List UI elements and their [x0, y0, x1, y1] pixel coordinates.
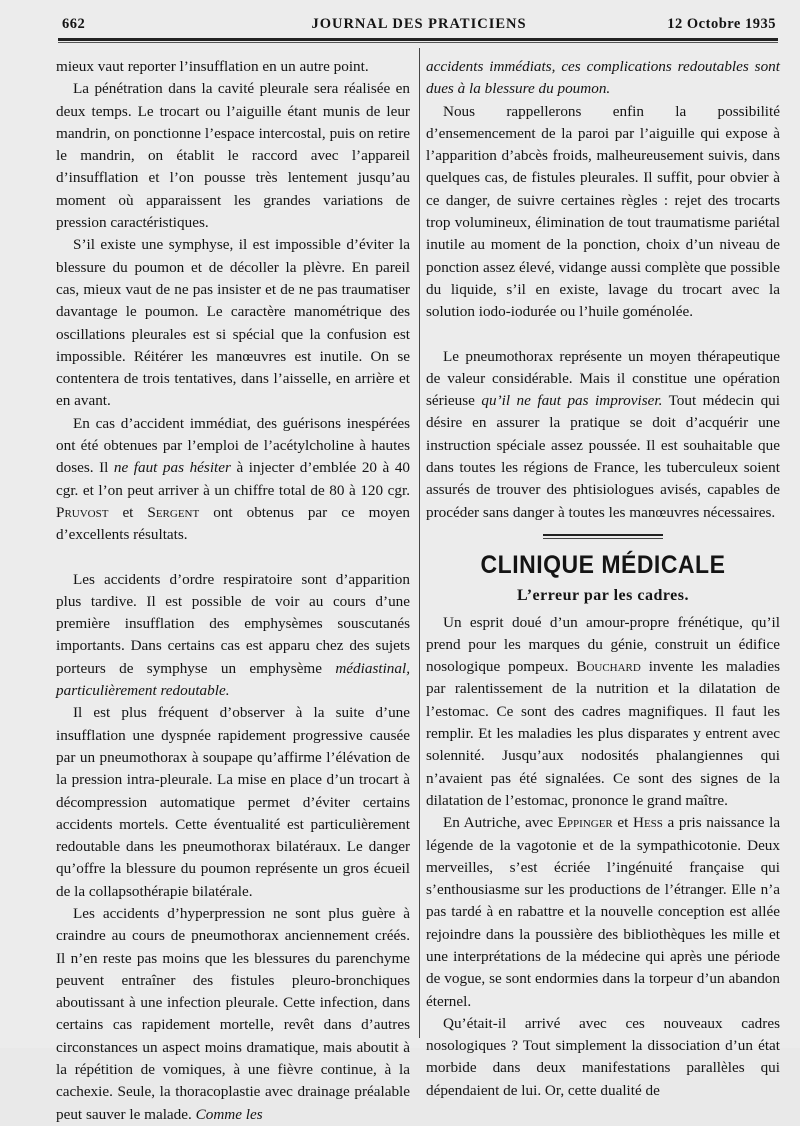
text-run: ont obtenus par ce moyen d’excellents résultats.: [56, 503, 411, 544]
text-run: à injecter d’emblée 20 à 40 cgr. et l’on peut arriver à un chiffre total de 80 à 120 cgr.: [56, 459, 411, 499]
author-name: Sergent: [147, 503, 200, 521]
paragraph-gap: [426, 324, 780, 346]
paragraph: [426, 812, 780, 1013]
text-run: Les accidents d’ordre respiratoire sont d’apparition plus tardive. Il est possible de voir au cours d’une première insufflation des emphysèmes souscutanés importants. Dans certains cas est apparu chez des sujets porteurs de symphyse un emphysème: [56, 570, 410, 677]
emphasis: Comme les: [195, 1105, 263, 1123]
author-name: Bouchard: [576, 658, 641, 676]
text-run: et: [617, 814, 629, 832]
paragraph: [426, 346, 780, 524]
paragraph: S’il existe une symphyse, il est impossible d’éviter la blessure du poumon et de décoller la plèvre. En pareil cas, mieux vaut de ne pas insister et de ne pas traumatiser davantage le poumon. Le caractère manométrique des oscillations pleurales est si spécial que la confusion est impossible. Réitérer les manœuvres est inutile. On se contentera de trois tentatives, dans l’aisselle, en arrière et en avant.: [56, 236, 410, 410]
text-run: et: [122, 503, 134, 521]
text-run: Le pneumothorax représente un moyen thérapeutique de valeur considérable. Mais il constitue une opération sérieuse: [426, 347, 780, 410]
author-name: Eppinger: [557, 814, 613, 832]
header-rule-thin: [58, 42, 778, 43]
text-run: Tout médecin qui désire en assurer la pratique se doit d’acquérir une instruction spéciale assez poussée. Il est souhaitable que dans toutes les régions de France, les tuberculeux soient assurés de trouver des phtisiologues avisés, capables de procéder sans danger à toutes les manœuvres nécessaires.: [426, 392, 780, 521]
author-name: Hess: [632, 814, 663, 832]
author-name: Pruvost: [56, 503, 109, 521]
text-run: En cas d’accident immédiat, des guérisons inespérées ont été obtenues par l’emploi de l’acétylcholine à hautes doses. Il: [56, 414, 410, 477]
text-run: a pris naissance la légende de la vagotonie et de la sympathicotonie. Deux merveilles, s’est écriée l’ingénuité française qui s’enthousiasme sur les productions de l’étranger. Elle n’a pas tardé à en rabattre et la nouvelle conception est allée rejoindre dans la poussière des bibliothèques les mille et une interprétations de la médecine qui après une période de vogue, se sont endormies dans la torpeur d’un abandon éternel.: [426, 814, 781, 1010]
paragraph: [56, 903, 410, 1126]
paragraph: [426, 612, 780, 813]
text-run: Les accidents d’hyperpression ne sont plus guère à craindre au cours de pneumothorax anciennement créés. Il n’en reste pas moins que les blessures du parenchyme peuvent entraîner des fistules pleuro-bronchiques aboutissant à une infection pleurale. Cette infection, dans certains cas rapidement mortelle, revêt dans d’autres circonstances un aspect moins dramatique, mais aboutit à la répétition de vomiques, à une fièvre continue, à la cachexie. Seule, la thoracoplastie avec drainage préalable peut sauver le malade.: [56, 904, 410, 1123]
emphasis: médiastinal, particulièrement redoutable.: [56, 659, 410, 700]
text-run: En Autriche, avec: [443, 814, 554, 832]
paragraph: Il est plus fréquent d’observer à la suite d’une insufflation une dyspnée rapidement progressive causée par un pneumothorax à soupape qu’affirme l’élévation de la pression intra-pleurale. La mise en place d’un trocart à décompression automatique permet d’éviter certains accidents mortels. Cette éventualité est particulièrement redoutable dans les pneumothorax bilatéraux. Le danger qu’offre la blessure du poumon représente un gros écueil de la collapsothérapie bilatérale.: [56, 704, 410, 900]
column-divider: [419, 48, 420, 1038]
paragraph: Qu’était-il arrivé avec ces nouveaux cadres nosologiques ? Tout simplement la dissociation d’un état morbide dans deux manifestations parallèles qui dépendaient de lui. Or, cette dualité de: [426, 1014, 780, 1099]
paragraph: mieux vaut reporter l’insufflation en un autre point.: [56, 58, 369, 75]
emphasis: qu’il ne faut pas improviser.: [481, 392, 663, 410]
left-column: [56, 56, 410, 1126]
issue-date: 12 Octobre 1935: [667, 16, 776, 32]
subsection-title: L’erreur par les cadres.: [517, 587, 689, 605]
journal-title: JOURNAL DES PRATICIENS: [311, 16, 527, 32]
section-title: CLINIQUE MÉDICALE: [480, 549, 726, 579]
emphasis: ne faut pas hésiter: [113, 459, 231, 477]
paragraph: Nous rappellerons enfin la possibilité d’ensemencement de la paroi par l’aiguille qui expose à l’apparition d’abcès froids, malheureusement suivis, dans quelques cas, de fistules pleurales. Il suffit, pour obvier à ce danger, de suivre certaines règles : rejet des trocarts trop volumineux, élimination de tout traumatisme pariétal inutile au moment de la ponction, choix d’un niveau de ponction assez élevé, vidange aussi complète que possible du liquide, s’il en existe, lavage du trocart avec la solution iodo-iodurée ou l’huile goménolée.: [426, 102, 780, 321]
paragraph: [426, 56, 780, 101]
paragraph-gap: [56, 547, 410, 569]
header-rule: [58, 38, 778, 41]
right-column: [426, 56, 780, 1102]
section-rule-thin: [543, 538, 663, 539]
page-number: 662: [62, 16, 86, 32]
emphasis: accidents immédiats, ces complications redoutables sont dues à la blessure du poumon.: [426, 58, 780, 98]
paragraph: La pénétration dans la cavité pleurale sera réalisée en deux temps. Le trocart ou l’aiguille étant munis de leur mandrin, on ponctionne l’espace intercostal, puis on retire le mandrin, on établit le raccord avec l’appareil d’insufflation et l’on pousse très lentement jusqu’au moment où apparaissent les grandes variations de pression caractéristiques.: [56, 80, 410, 232]
text-run: invente les maladies par ralentissement de la nutrition et la dilatation de l’estomac. Ce sont des cadres magnifiques. Il faut les remplir. Et les maladies les plus disparates y entrent avec solennité. Jusqu’aux nodosités phalangiennes qui n’avaient pas été signalées. Ce sont des signes de la dilatation de l’estomac, prononce le grand maître.: [426, 658, 781, 809]
section-rule: [543, 534, 663, 536]
text-run: Un esprit doué d’un amour-propre frénétique, qu’il prend pour les marques du génie, construit un édifice nosologique pompeux.: [426, 613, 780, 676]
running-header: [62, 14, 776, 36]
paragraph: [56, 413, 410, 547]
paragraph: [56, 569, 410, 703]
